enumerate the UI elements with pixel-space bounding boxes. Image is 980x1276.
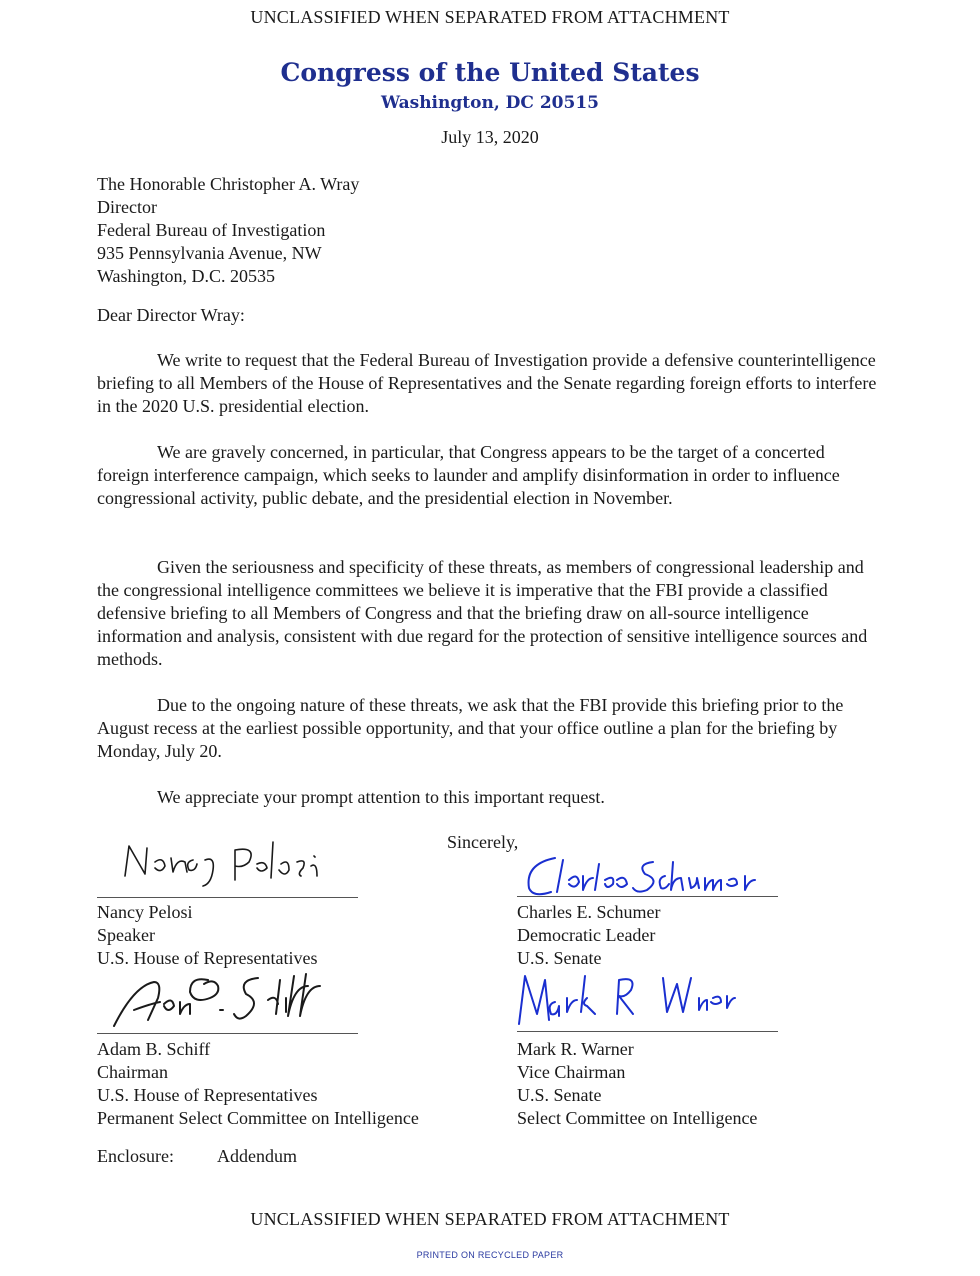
classification-footer: UNCLASSIFIED WHEN SEPARATED FROM ATTACHMENT [250,1209,730,1229]
signer-block-schumer [517,901,660,970]
body-paragraph: Given the seriousness and specificity of these threats, as members of congressional leadership and the congressional intelligence committees we believe it is imperative that the FBI provide a classified defensive briefing to all Members of Congress and that the briefing draw on all-source intelligence information and analysis, consistent with due regard for the protection of sensitive intelligence sources and methods. [97,557,868,669]
signer-org: U.S. Senate [517,1085,602,1105]
signer-block-warner [517,1038,757,1130]
letterhead-title: Congress of the United States [280,58,700,87]
body-paragraph: We appreciate your prompt attention to this important request. [157,787,605,807]
body-paragraph: Due to the ongoing nature of these threats, we ask that the FBI provide this briefing prior to the August recess at the earliest possible opportunity, and that your office outline a plan for the briefing by Monday, July 20. [97,695,844,761]
recipient-line: Federal Bureau of Investigation [97,220,326,240]
recipient-address [97,173,359,288]
enclosure-value: Addendum [217,1146,297,1166]
signature-line [517,1031,778,1032]
signer-committee: Permanent Select Committee on Intelligence [97,1108,419,1128]
body-paragraph: We are gravely concerned, in particular, that Congress appears to be the target of a concerted foreign interference campaign, which seeks to launder and amplify disinformation in order to influence congressional activity, public debate, and the presidential election in November. [97,442,840,508]
enclosure-label: Enclosure: [97,1146,174,1166]
signer-title: Speaker [97,925,155,945]
pelosi-signature [115,836,345,888]
recipient-line: The Honorable Christopher A. Wray [97,174,360,194]
signer-name: Charles E. Schumer [517,902,661,922]
body-paragraph: We write to request that the Federal Bureau of Investigation provide a defensive counterintelligence briefing to all Members of the House of Representatives and the Senate regarding foreign efforts to interfere in the 2020 U.S. presidential election. [97,350,877,416]
signer-block-schiff [97,1038,419,1130]
signer-title: Chairman [97,1062,168,1082]
signer-org: U.S. House of Representatives [97,1085,318,1105]
recipient-line: Washington, D.C. 20535 [97,266,276,286]
signer-title: Democratic Leader [517,925,656,945]
schiff-signature [108,970,338,1034]
recipient-line: 935 Pennsylvania Avenue, NW [97,243,322,263]
signer-name: Nancy Pelosi [97,902,193,922]
signature-line [97,897,358,898]
signer-committee: Select Committee on Intelligence [517,1108,758,1128]
signature-line [517,896,778,897]
letterhead-location: Washington, DC 20515 [381,93,599,113]
warner-signature [515,968,740,1028]
signer-org: U.S. Senate [517,948,602,968]
printed-note: PRINTED ON RECYCLED PAPER [416,1250,564,1260]
schumer-signature [525,850,765,900]
recipient-line: Director [97,197,157,217]
closing: Sincerely, [447,832,519,852]
signer-title: Vice Chairman [517,1062,626,1082]
signer-name: Mark R. Warner [517,1039,634,1059]
classification-header: UNCLASSIFIED WHEN SEPARATED FROM ATTACHMENT [250,7,730,27]
letter-date: July 13, 2020 [441,127,539,147]
signer-block-pelosi [97,901,317,970]
signature-line [97,1033,358,1034]
signer-name: Adam B. Schiff [97,1039,211,1059]
signer-org: U.S. House of Representatives [97,948,318,968]
salutation: Dear Director Wray: [97,305,245,325]
